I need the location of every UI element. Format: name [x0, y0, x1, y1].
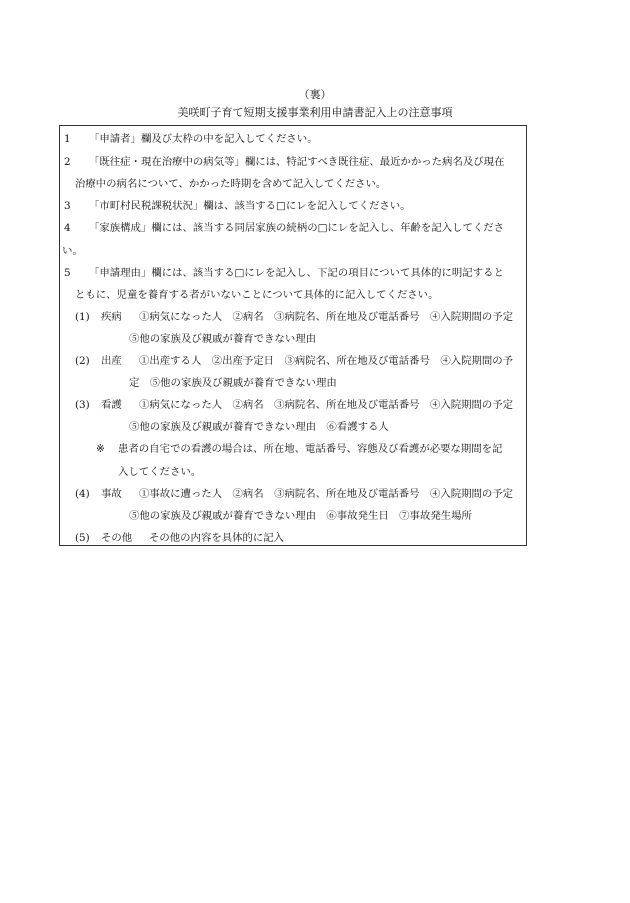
note-5: [64, 266, 504, 280]
note-number: 3: [64, 200, 71, 212]
reason-number: (2): [75, 355, 90, 367]
note-number: 4: [64, 222, 71, 234]
reason-label: 看護: [101, 399, 122, 411]
side-label: （裏）: [298, 88, 332, 101]
note-4-cont: い。: [62, 245, 83, 257]
reason-text: ①出産する人 ②出産予定日 ③病院名、所在地及び電話番号 ④入院期間の予: [139, 355, 514, 367]
reason-text: ①事故に遭った人 ②病名 ③病院名、所在地及び電話番号 ④入院期間の予定: [139, 488, 514, 500]
reason-number: (1): [75, 311, 90, 323]
note-5-cont: ともに、児童を養育する者がいないことについて具体的に記入してください。: [75, 289, 439, 301]
reason-label: 疾病: [101, 311, 122, 323]
note-text: 「市町村民税課税状況」欄は、該当する□にレを記入してください。: [89, 200, 411, 212]
reason-accident-cont: ⑤他の家族及び親戚が養育できない理由 ⑥事故発生日 ⑦事故発生場所: [129, 510, 472, 522]
note-4: [64, 221, 504, 235]
reason-nursing-cont: ⑤他の家族及び親戚が養育できない理由 ⑥看護する人: [129, 421, 389, 433]
reason-number: (4): [75, 488, 90, 500]
note-2-cont: 治療中の病名について、かかった時期を含めて記入してください。: [75, 178, 387, 190]
reason-text: その他の内容を具体的に記入: [149, 532, 285, 544]
note-text: 「家族構成」欄には、該当する同居家族の続柄の□にレを記入し、年齢を記入してくださ: [89, 222, 505, 234]
care-note-text: 患者の自宅での看護の場合は、所在地、電話番号、容態及び看護が必要な期間を記: [118, 443, 503, 455]
reason-illness: [75, 310, 513, 324]
note-3: [64, 199, 411, 213]
reason-nursing: [75, 398, 513, 412]
reason-accident: [75, 487, 513, 501]
reason-text: ①病気になった人 ②病名 ③病院名、所在地及び電話番号 ④入院期間の予定: [139, 311, 514, 323]
care-note: [96, 442, 502, 456]
reason-text: ①病気になった人 ②病名 ③病院名、所在地及び電話番号 ④入院期間の予定: [139, 399, 514, 411]
note-2: [64, 155, 504, 169]
note-number: 5: [64, 267, 71, 279]
reason-number: (5): [75, 532, 90, 544]
page-title: 美咲町子育て短期支援事業利用申請書記入上の注意事項: [177, 106, 453, 119]
care-note-cont: 入してください。: [118, 466, 202, 478]
note-text: 「申請理由」欄には、該当する□にレを記入し、下記の項目について具体的に明記すると: [89, 267, 504, 279]
reason-childbirth-cont: 定 ⑤他の家族及び親戚が養育できない理由: [129, 377, 337, 389]
reason-number: (3): [75, 399, 90, 411]
note-number: 2: [64, 156, 71, 168]
note-mark: ※: [96, 443, 105, 455]
note-1: [64, 132, 318, 146]
note-number: 1: [64, 133, 71, 145]
note-text: 「申請者」欄及び太枠の中を記入してください。: [89, 133, 318, 145]
reason-other: [75, 531, 284, 545]
reason-childbirth: [75, 354, 513, 368]
reason-label: 事故: [101, 488, 122, 500]
reason-label: 出産: [101, 355, 122, 367]
reason-label: その他: [101, 532, 133, 544]
reason-illness-cont: ⑤他の家族及び親戚が養育できない理由: [129, 333, 317, 345]
note-text: 「既往症・現在治療中の病気等」欄には、特記すべき既往症、最近かかった病名及び現在: [89, 156, 505, 168]
